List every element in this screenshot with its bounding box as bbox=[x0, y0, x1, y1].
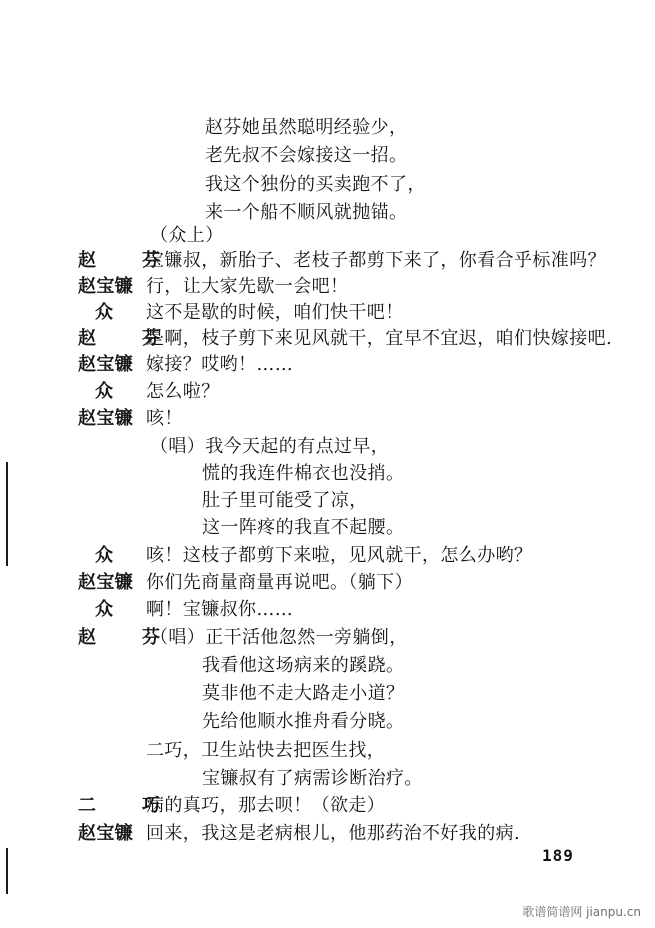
verse-line: 来一个船不顺风就抛锚。 bbox=[205, 202, 408, 223]
speaker-name: 赵 芬 bbox=[78, 627, 174, 648]
page-number: 189 bbox=[542, 846, 574, 865]
speaker-name: 众 bbox=[95, 545, 114, 566]
verse-line: 我这个独份的买卖跑不了， bbox=[205, 174, 426, 195]
dialogue-text: 你们先商量商量再说吧。（躺下） bbox=[146, 572, 413, 593]
speaker-name: 众 bbox=[95, 302, 114, 323]
dialogue-text: 宝镰叔，新胎子、老枝子都剪下来了，你看合乎标准吗？ bbox=[146, 250, 606, 271]
song-line: 肚子里可能受了凉， bbox=[202, 490, 368, 511]
speaker-name: 赵 芬 bbox=[78, 250, 174, 271]
dialogue-text: 咳！ bbox=[146, 408, 183, 429]
speaker-name: 赵宝镰 bbox=[78, 572, 134, 593]
dialogue-text: 病的真巧，那去呗！（欲走） bbox=[146, 795, 386, 816]
speaker-name: 众 bbox=[95, 599, 114, 620]
scan-edge-mark bbox=[6, 848, 8, 894]
dialogue-text: 咳！这枝子都剪下来啦，见风就干，怎么办哟？ bbox=[146, 545, 533, 566]
speaker-name: 赵宝镰 bbox=[78, 354, 134, 375]
speaker-name: 赵宝镰 bbox=[78, 276, 134, 297]
dialogue-text: 嫁接？哎哟！…… bbox=[146, 354, 294, 375]
song-line: （唱）我今天起的有点过早， bbox=[150, 436, 390, 457]
scan-edge-mark bbox=[6, 462, 8, 566]
dialogue-text: 这不是歇的时候，咱们快干吧！ bbox=[146, 302, 404, 323]
song-line: 慌的我连件棉衣也没捎。 bbox=[202, 463, 405, 484]
speaker-name: 赵宝镰 bbox=[78, 408, 134, 429]
speaker-name: 二 巧 bbox=[78, 795, 174, 816]
watermark: 歌谱简谱网 jianpu.cn bbox=[522, 905, 641, 919]
song-line: 这一阵疼的我直不起腰。 bbox=[202, 517, 405, 538]
stage-direction: （众上） bbox=[150, 225, 224, 246]
dialogue-text: 怎么啦？ bbox=[146, 381, 220, 402]
song-line: 我看他这场病来的蹊跷。 bbox=[202, 655, 405, 676]
speaker-name: 赵 芬 bbox=[78, 328, 174, 349]
dialogue-text: 行，让大家先歇一会吧！ bbox=[146, 276, 349, 297]
dialogue-text: 回来，我这是老病根儿，他那药治不好我的病. bbox=[146, 823, 521, 844]
song-line: （唱）正干活他忽然一旁躺倒， bbox=[150, 627, 408, 648]
verse-line: 老先叔不会嫁接这一招。 bbox=[205, 145, 408, 166]
dialogue-text: 是啊，枝子剪下来见风就干，宜早不宜迟，咱们快嫁接吧. bbox=[146, 328, 613, 349]
song-line: 宝镰叔有了病需诊断治疗。 bbox=[202, 768, 423, 789]
speaker-name: 赵宝镰 bbox=[78, 823, 134, 844]
song-line: 二巧，卫生站快去把医生找， bbox=[146, 740, 386, 761]
dialogue-text: 啊！宝镰叔你…… bbox=[146, 599, 294, 620]
speaker-name: 众 bbox=[95, 381, 114, 402]
song-line: 莫非他不走大路走小道？ bbox=[202, 683, 405, 704]
song-line: 先给他顺水推舟看分晓。 bbox=[202, 711, 405, 732]
verse-line: 赵芬她虽然聪明经验少， bbox=[205, 117, 408, 138]
